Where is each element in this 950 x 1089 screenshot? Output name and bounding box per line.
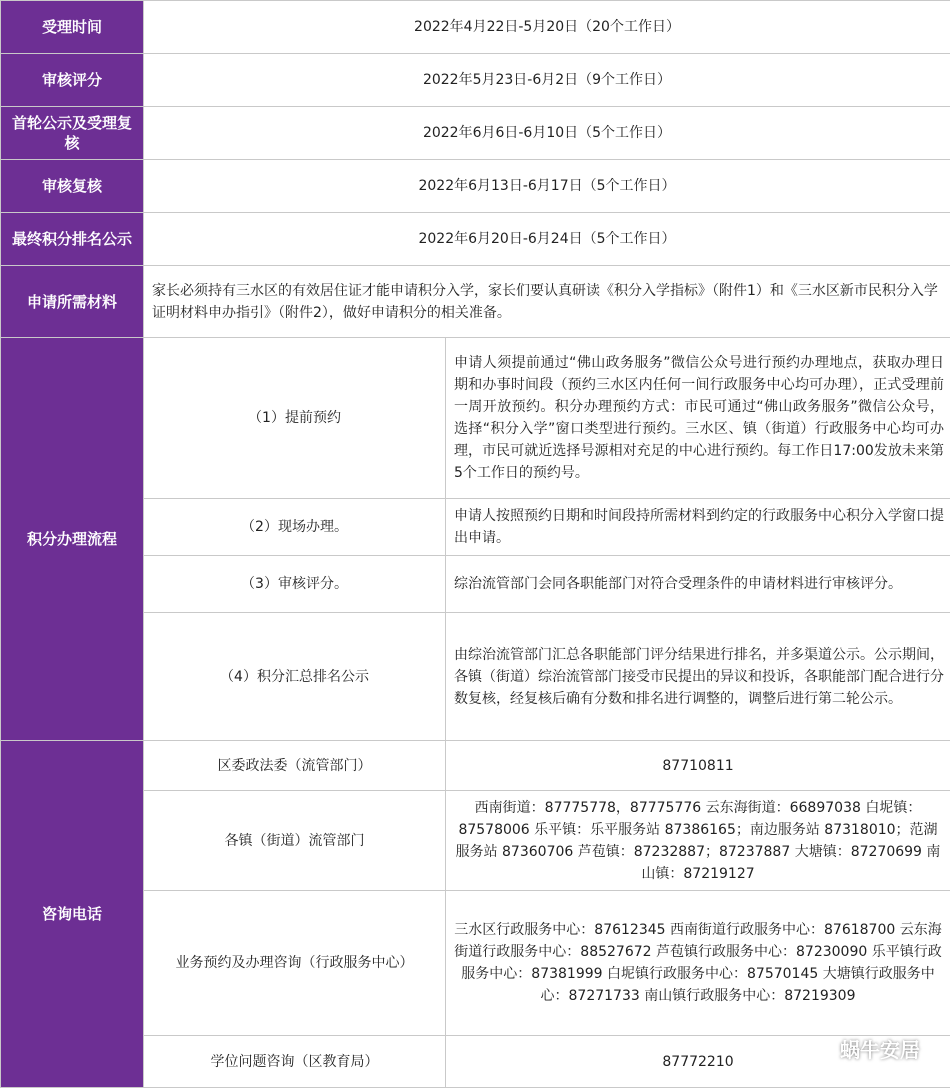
contact-value: 87710811 [446,741,950,791]
contact-value: 西南街道：87775778，87775776 云东海街道：66897038 白坭镇：87578006 乐平镇：乐平服务站 87386165；南边服务站 87318010；范湖服务站 87360706 芦苞镇：87232887；87237887 大塘镇：87270699 南山镇：87219127 [446,791,950,891]
schedule-label: 审核评分 [1,54,144,107]
process-step-desc: 由综治流管部门汇总各职能部门评分结果进行排名，并多渠道公示。公示期间，各镇（街道）综治流管部门接受市民提出的异议和投诉，各职能部门配合进行分数复核，经复核后确有分数和排名进行调整的，调整后进行第二轮公示。 [446,613,950,741]
contacts-label: 咨询电话 [1,741,144,1088]
contact-row [1,891,950,1036]
schedule-row [1,213,950,266]
schedule-label: 受理时间 [1,1,144,54]
watermark-text: 蜗牛安居 [840,1038,920,1062]
schedule-label: 审核复核 [1,160,144,213]
process-label: 积分办理流程 [1,338,144,741]
watermark [804,1034,920,1063]
schedule-value: 2022年4月22日-5月20日（20个工作日） [144,1,950,54]
process-step-name: （3）审核评分。 [144,556,446,613]
materials-row [1,266,950,338]
wechat-icon [804,1036,834,1062]
schedule-row [1,1,950,54]
process-step-desc: 综治流管部门会同各职能部门对符合受理条件的申请材料进行审核评分。 [446,556,950,613]
schedule-value: 2022年6月20日-6月24日（5个工作日） [144,213,950,266]
process-step-row [1,338,950,499]
process-step-desc: 申请人须提前通过“佛山政务服务”微信公众号进行预约办理地点，获取办理日期和办事时间段（预约三水区内任何一间行政服务中心均可办理），正式受理前一周开放预约。积分办理预约方式：市民可通过“佛山政务服务”微信公众号，选择“积分入学”窗口类型进行预约。三水区、镇（街道）行政服务中心均可办理，市民可就近选择号源相对充足的中心进行预约。每工作日17:00发放未来第5个工作日的预约号。 [446,338,950,499]
schedule-value: 2022年5月23日-6月2日（9个工作日） [144,54,950,107]
contact-row [1,741,950,791]
contact-value: 三水区行政服务中心：87612345 西南街道行政服务中心：87618700 云东海街道行政服务中心：88527672 芦苞镇行政服务中心：87230090 乐平镇行政服务中心：87381999 白坭镇行政服务中心：87570145 大塘镇行政服务中心：87271733 南山镇行政服务中心：87219309 [446,891,950,1036]
schedule-value: 2022年6月6日-6月10日（5个工作日） [144,107,950,160]
schedule-label: 最终积分排名公示 [1,213,144,266]
schedule-value: 2022年6月13日-6月17日（5个工作日） [144,160,950,213]
contact-name: 区委政法委（流管部门） [144,741,446,791]
process-step-name: （2）现场办理。 [144,499,446,556]
materials-label: 申请所需材料 [1,266,144,338]
process-step-row [1,613,950,741]
contact-name: 学位问题咨询（区教育局） [144,1036,446,1088]
process-step-row [1,556,950,613]
process-step-row [1,499,950,556]
materials-value: 家长必须持有三水区的有效居住证才能申请积分入学，家长们要认真研读《积分入学指标》（附件1）和《三水区新市民积分入学证明材料申办指引》（附件2），做好申请积分的相关准备。 [144,266,950,338]
process-step-desc: 申请人按照预约日期和时间段持所需材料到约定的行政服务中心积分入学窗口提出申请。 [446,499,950,556]
schedule-row [1,160,950,213]
schedule-row [1,54,950,107]
contact-row [1,791,950,891]
contact-value: 87772210 [446,1036,950,1088]
process-step-name: （4）积分汇总排名公示 [144,613,446,741]
schedule-label: 首轮公示及受理复核 [1,107,144,160]
contact-name: 各镇（街道）流管部门 [144,791,446,891]
process-step-name: （1）提前预约 [144,338,446,499]
contact-name: 业务预约及办理咨询（行政服务中心） [144,891,446,1036]
schedule-row [1,107,950,160]
